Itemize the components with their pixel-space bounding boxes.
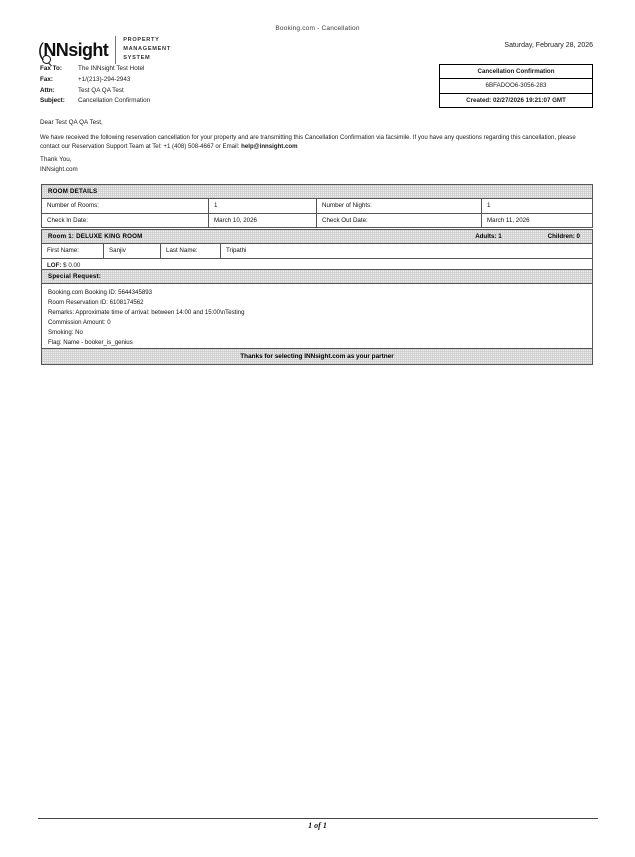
salutation: Dear Test QA QA Test,	[40, 119, 103, 126]
guest-name-row	[42, 244, 592, 258]
first-name-value: Sanjiv	[104, 244, 161, 257]
signoff-line-1: Thank You,	[40, 156, 72, 163]
magnifier-icon	[42, 55, 51, 64]
logo-tagline	[115, 36, 171, 64]
confirmation-created-timestamp: Created: 02/27/2026 19:21:07 GMT	[466, 96, 566, 104]
first-name-label: First Name:	[42, 244, 104, 257]
fax-number-row	[40, 75, 150, 86]
lof-label: LOF:	[47, 261, 62, 269]
subject-value: Cancellation Confirmation	[78, 97, 151, 105]
logo-tagline-line-1: PROPERTY	[123, 37, 160, 43]
attn-row	[40, 86, 150, 97]
attn-label: Attn:	[40, 86, 55, 94]
thanks-banner: Thanks for selecting INNsight.com as your partner	[41, 348, 593, 365]
special-request-title: Special Request:	[48, 273, 102, 280]
check-in-date-label: Check In Date:	[42, 214, 209, 227]
cancellation-confirmation-box	[439, 64, 593, 108]
check-out-date-label: Check Out Date:	[317, 214, 482, 227]
masthead	[38, 36, 171, 64]
fax-number-value: +1/(213)-294-2943	[78, 75, 131, 83]
list-item: Room Reservation ID: 6108174562	[48, 299, 144, 307]
room-details-section	[41, 184, 593, 228]
subject-label: Subject:	[40, 97, 65, 105]
room-1-title: Room 1: DELUXE KING ROOM	[48, 233, 143, 240]
support-email: help@innsight.com	[241, 143, 298, 151]
number-of-rooms-value: 1	[209, 199, 317, 212]
letter-paragraph-text: We have received the following reservation cancellation for your property and are transmitting this Cancellation Confirmation via facsimile. If you have any questions regarding this cancellation, please contact our Reservation Support Team at Tel: +1 (408) 508-4667 or Email:	[40, 134, 576, 151]
lof-value: $ 0.00	[63, 261, 81, 269]
running-header: Booking.com - Cancellation	[275, 25, 360, 32]
confirmation-title: Cancellation Confirmation	[440, 65, 592, 79]
room-details-title: ROOM DETAILS	[48, 188, 98, 195]
signoff-line-2: INNsight.com	[40, 166, 78, 174]
last-name-label: Last Name:	[161, 244, 221, 257]
list-item: Flag: Name - booker_is_genius	[48, 338, 133, 346]
fax-meta-block	[40, 64, 150, 107]
fax-to-label: Fax To:	[40, 65, 62, 72]
confirmation-code: 6BFADOO6-3056-283	[440, 79, 592, 93]
footer-divider	[38, 818, 598, 819]
fax-to-value: The INNsight Test Hotel	[78, 65, 145, 72]
number-of-rooms-label: Number of Rooms:	[42, 199, 209, 212]
room-1-header	[42, 230, 592, 244]
room-1-section	[41, 229, 593, 273]
logo-tagline-line-2: MANAGEMENT	[123, 46, 171, 53]
check-in-date-value: March 10, 2026	[209, 214, 317, 227]
logo-wordmark	[38, 41, 108, 59]
table-row	[42, 199, 592, 213]
logo-tagline-line-3: SYSTEM	[123, 55, 151, 62]
number-of-nights-label: Number of Nights:	[317, 199, 482, 212]
logo-paren-glyph: (	[38, 39, 44, 60]
document-date: Saturday, February 28, 2026	[504, 42, 593, 49]
children-count: Children: 0	[547, 233, 580, 240]
innsight-logo	[38, 36, 171, 64]
logo-mark-text: NNsight	[43, 39, 109, 60]
table-row	[42, 214, 592, 227]
room-details-header	[42, 185, 592, 199]
letter-signoff	[40, 155, 78, 175]
fax-number-label: Fax:	[40, 75, 53, 83]
last-name-value: Tripathi	[226, 247, 247, 255]
subject-row	[40, 96, 150, 107]
occupancy-group	[475, 233, 586, 240]
letter-paragraph	[40, 133, 592, 152]
list-item: Smoking: No	[48, 328, 83, 336]
list-item: Commission Amount: 0	[48, 319, 111, 327]
number-of-nights-value: 1	[487, 202, 491, 210]
list-item: Remarks: Approximate time of arrival: between 14:00 and 15:00\nTesting	[48, 309, 245, 317]
check-out-date-value: March 11, 2026	[487, 216, 530, 224]
page-number: 1 of 1	[308, 821, 327, 830]
list-item: Booking.com Booking ID: 5644345893	[48, 289, 153, 297]
special-request-header	[42, 270, 592, 284]
fax-to-row	[40, 64, 150, 75]
adults-count: Adults: 1	[475, 233, 502, 240]
attn-value: Test QA QA Test	[78, 86, 124, 94]
